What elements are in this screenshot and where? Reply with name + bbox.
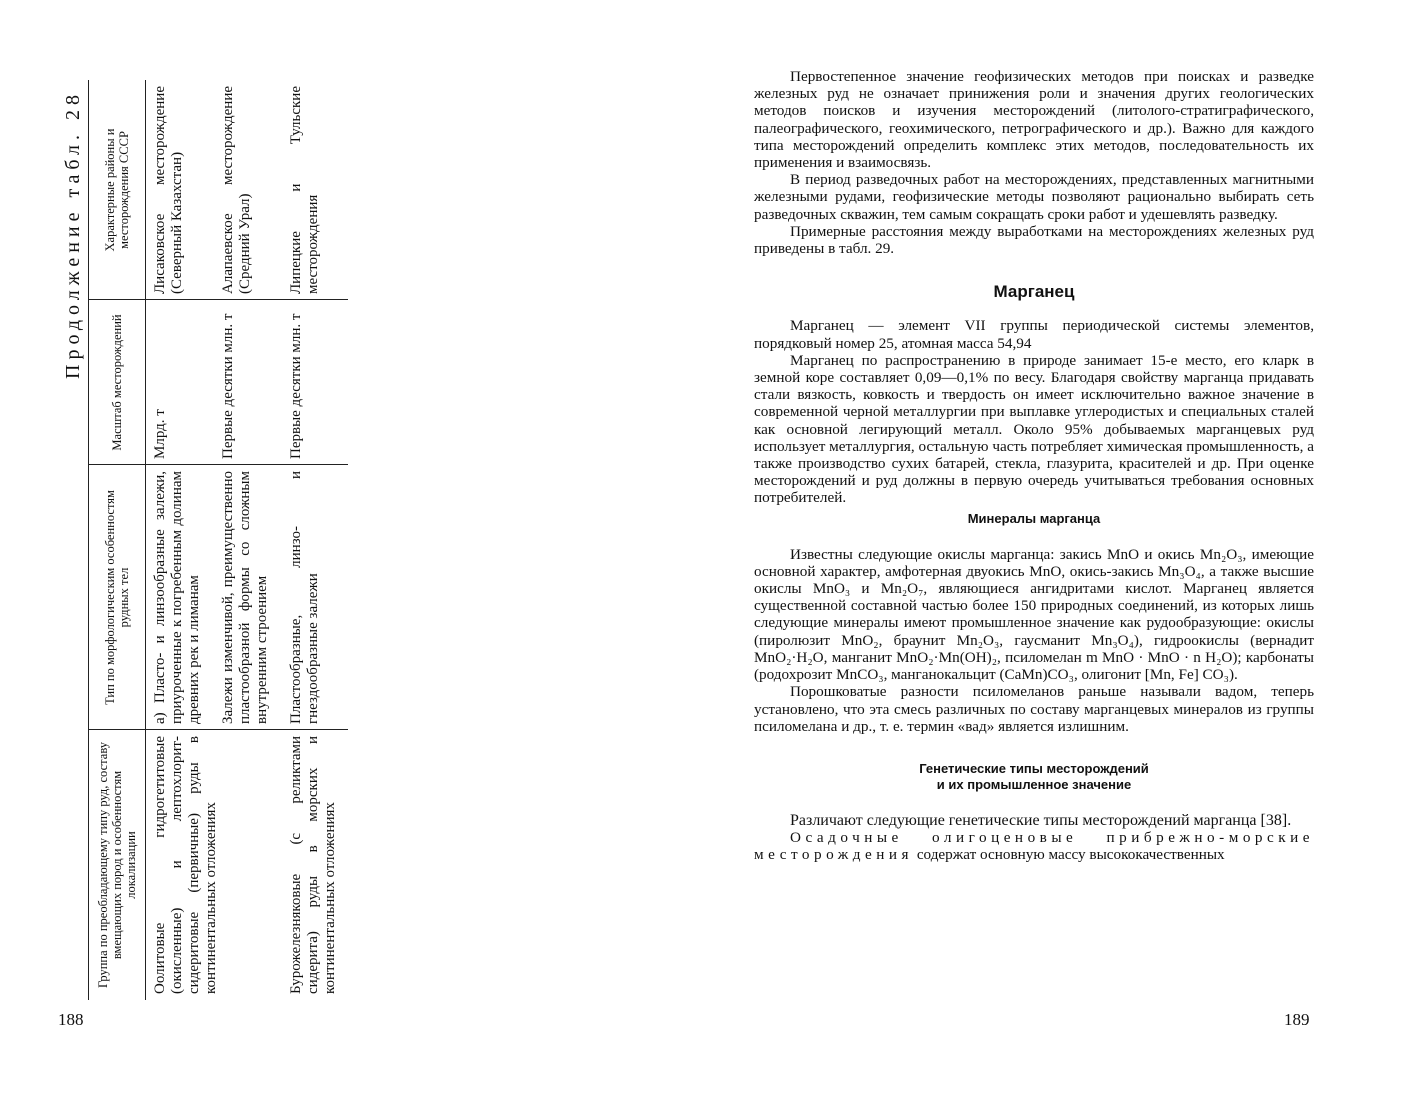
section-heading-manganese: Марганец xyxy=(993,282,1075,302)
paragraph-last xyxy=(754,829,1314,863)
paragraph: Примерные расстояния между выработками на месторождениях железных руд приведены в табл. 29. xyxy=(754,222,1314,258)
rotated-table xyxy=(62,80,470,1000)
paragraph: Порошковатые разности псиломеланов раньше называли вадом, теперь установлено, что эта смесь различных по составу марганцевых минералов из группы псиломелана и др., т. е. термин «вад» является излишним. xyxy=(754,683,1314,735)
page-number-left: 188 xyxy=(58,1010,84,1029)
row1-type-a: а) Пласто- и линзообразные залежи, приуроченные к погребенным долинам древних рек и лиманам xyxy=(152,471,202,724)
table-header xyxy=(88,80,146,1000)
row2-group: Бурожелезняковые (с реликтами сидерита) руды в морских и континентальных отложениях xyxy=(288,736,338,994)
paragraph-rest: содержат основную массу высококачественных xyxy=(913,846,1225,864)
paragraph: В период разведочных работ на месторождениях, представленных магнитными железными рудами, геофизические методы позволяют рационально выбирать сеть разведочных скважин, тем самым сокращать сроки работ и удешевлять разведку. xyxy=(754,171,1314,223)
row1-region-a: Лисаковское месторождение (Северный Казахстан) xyxy=(152,86,185,294)
subheading-genetic-line2: и их промышленное значение xyxy=(936,776,1132,792)
table-caption: Продолжение табл. 28 xyxy=(62,90,84,379)
subheading-minerals: Минералы марганца xyxy=(967,510,1101,526)
right-text-column xyxy=(754,68,1314,864)
row2-scale: Первые десятки млн. т xyxy=(288,313,304,459)
row1-region-b: Алапаевское месторождение (Средний Урал) xyxy=(220,86,253,294)
row2-region: Липецкие и Тульские месторождения xyxy=(288,86,321,294)
header-type: Тип по морфологическим особенностям рудных тел xyxy=(103,490,131,705)
paragraph: Марганец — элемент VII группы периодической системы элементов, порядковый номер 25, атомная масса 54,94 xyxy=(754,317,1314,352)
paragraph: Различают следующие генетические типы месторождений марганца [38]. xyxy=(790,811,1292,829)
subheading-genetic-line1: Генетические типы месторождений xyxy=(919,760,1149,776)
row1-group: Оолитовые гидрогетитовые (окисленные) и лептохлорит-сидеритовые (первичные) руды в континентальных отложениях xyxy=(152,736,219,994)
header-regions: Характерные районы и месторождения СССР xyxy=(103,128,131,252)
row1-scale-a: Млрд. т xyxy=(152,409,168,459)
paragraph: Марганец по распространению в природе занимает 15-е место, его кларк в земной коре составляет 0,09—0,1% по весу. Благодаря свойству марганца придавать стали вязкость, ковкость и твердость он имеет исключительно важное значение в современной черной металлургии при выплавке углеродистых и специальных сталей как основной легирующий металл. Около 95% добываемых марганцевых руд использует металлургия, остальную часть потребляет химическая промышленность, а также производство сухих батарей, стекла, глазурита, красителей и др. При оценке месторождений и руд должны в первую очередь учитываться требования основных потребителей. xyxy=(754,351,1314,507)
right-page xyxy=(706,0,1412,1116)
header-group: Группа по преобладающему типу руд, составу вмещающих пород и особенностям локализации xyxy=(96,741,138,989)
paragraph: Первостепенное значение геофизических методов при поисках и разведке железных руд не означает принижения роли и значения других геологических методов поисков и изучения месторождений (литолого-стратиграфического, палеографического, геохимического, петрографического и др.). Важно для каждого типа месторождений определить комплекс этих методов, последовательность их применения и взаимосвязь. xyxy=(754,68,1314,172)
spaced-term: Осадочные олигоценовые прибрежно-морские месторождения xyxy=(754,829,1314,864)
paragraph: Известны следующие окислы марганца: закись MnO и окись Mn₂O₃, имеющие основной характер, амфотерная двуокись MnO, окись-закись Mn₃O₄, а также высшие окислы MnO₃ и Mn₂O₇, являющиеся ангидритами кислот. Марганец является существенной составной частью более 150 природных соединений, из которых лишь следующие минералы имеют промышленное значение как рудообразующие: окислы (пиролюзит MnO₂, браунит Mn₂O₃, гаусманит Mn₃O₄), гидроокислы (вернадит MnO₂·H₂O, манганит MnO₂·Mn(OH)₂, псиломелан m MnO · MnO · n H₂O); карбонаты (родохрозит MnCO₃, манганокальцит (CaMn)CO₃, олигонит [Mn, Fe] CO₃). xyxy=(754,545,1314,684)
header-scale: Масштаб месторождений xyxy=(110,314,124,451)
page-number-right: 189 xyxy=(1284,1010,1310,1029)
row1-scale-b: Первые десятки млн. т xyxy=(220,313,236,459)
row2-type: Пластообразные, линзо- и гнездообразные залежи xyxy=(288,471,321,724)
subheading-genetic-types xyxy=(754,761,1314,793)
row1-type-b: Залежи изменчивой, преимущественно пластообразной формы со сложным внутренним строением xyxy=(220,471,270,724)
